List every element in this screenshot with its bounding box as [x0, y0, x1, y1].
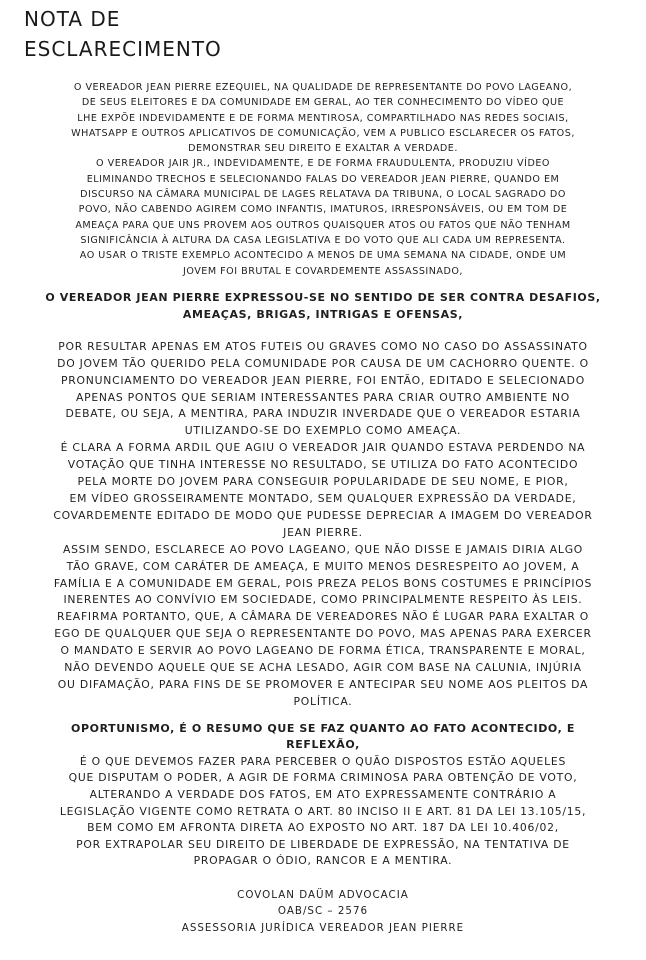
text-line: REFLEXÃO, — [286, 738, 360, 752]
paragraph-1 — [14, 80, 632, 279]
text-line: JEAN PIERRE. — [283, 525, 363, 539]
text-line: DISCURSO NA CÂMARA MUNICIPAL DE LAGES RELATAVA DA TRIBUNA, O LOCAL SAGRADO DO — [80, 189, 566, 201]
text-line: POLÍTICA. — [293, 694, 353, 708]
text-line: TÃO GRAVE, COM CARÁTER DE AMEAÇA, E MUITO MENOS DESRESPEITO AO JOVEM, A — [66, 559, 580, 573]
title-line: NOTA DE — [24, 7, 121, 31]
text-line: COVARDEMENTE EDITADO DE MODO QUE PUDESSE DEPRECIAR A IMAGEM DO VEREADOR — [53, 508, 593, 522]
text-line: ASSIM SENDO, ESCLARECE AO POVO LAGEANO, QUE NÃO DISSE E JAMAIS DIRIA ALGO — [62, 542, 584, 556]
text-line: ELIMINANDO TRECHOS E SELECIONANDO FALAS DO VEREADOR JEAN PIERRE, QUANDO EM — [86, 173, 560, 185]
text-line: É CLARA A FORMA ARDIL QUE AGIU O VEREADOR JAIR QUANDO ESTAVA PERDENDO NA — [60, 441, 586, 455]
heading-1 — [14, 289, 632, 323]
text-line: É O QUE DEVEMOS FAZER PARA PERCEBER O QUÃO DISPOSTOS ESTÃO AQUELES — [79, 754, 567, 768]
paragraph-2 — [14, 339, 632, 711]
heading-2 — [14, 721, 632, 754]
text-line: LHE EXPÕE INDEVIDAMENTE E DE FORMA MENTIROSA, COMPARTILHADO NAS REDES SOCIAIS, — [77, 112, 569, 124]
text-line: ALTERANDO A VERDADE DOS FATOS, EM ATO EXPRESSAMENTE CONTRÁRIO A — [89, 787, 557, 801]
text-line: OU DIFAMAÇÃO, PARA FINS DE SE PROMOVER E ANTECIPAR SEU NOME AOS PLEITOS DA — [57, 677, 589, 691]
document-title — [24, 4, 222, 64]
text-line: JOVEM FOI BRUTAL E COVARDEMENTE ASSASSINADO, — [183, 265, 463, 277]
text-line: EM VÍDEO GROSSEIRAMENTE MONTADO, SEM QUALQUER EXPRESSÃO DA VERDADE, — [69, 492, 577, 506]
text-line: O VEREADOR JEAN PIERRE EXPRESSOU-SE NO SENTIDO DE SER CONTRA DESAFIOS, — [45, 290, 601, 304]
document-body — [14, 80, 632, 936]
text-line: COVOLAN DAÜM ADVOCACIA — [237, 888, 409, 901]
text-line: NÃO DEVENDO AQUELE QUE SE ACHA LESADO, AGIR COM BASE NA CALUNIA, INJÚRIA — [64, 661, 582, 675]
paragraph-3 — [14, 754, 632, 870]
text-line: WHATSAPP E OUTROS APLICATIVOS DE COMUNICAÇÃO, VEM A PUBLICO ESCLARECER OS FATOS, — [71, 127, 575, 139]
text-line: DEBATE, OU SEJA, A MENTIRA, PARA INDUZIR INVERDADE QUE O VEREADOR ESTARIA — [65, 407, 581, 421]
text-line: DE SEUS ELEITORES E DA COMUNIDADE EM GERAL, AO TER CONHECIMENTO DO VÍDEO QUE — [81, 97, 565, 109]
text-line: PELA MORTE DO JOVEM PARA CONSEGUIR POPULARIDADE DE SEU NOME, E PIOR, — [77, 475, 569, 489]
text-line: OAB/SC – 2576 — [277, 905, 369, 918]
text-line: BEM COMO EM AFRONTA DIRETA AO EXPOSTO NO ART. 187 DA LEI 10.406/02, — [87, 821, 559, 835]
text-line: AMEAÇA PARA QUE UNS PROVEM AOS OUTROS QUAISQUER ATOS OU FATOS QUE NÃO TENHAM — [75, 219, 571, 231]
text-line: DEMONSTRAR SEU DIREITO E EXALTAR A VERDADE. — [188, 143, 458, 155]
text-line: INERENTES AO CONVÍVIO EM SOCIEDADE, COMO PRINCIPALMENTE RESPEITO ÀS LEIS. — [63, 593, 583, 607]
text-line: POVO, NÃO CABENDO AGIREM COMO INFANTIS, IMATUROS, IRRESPONSÁVEIS, OU EM TOM DE — [78, 204, 568, 216]
text-line: VOTAÇÃO QUE TINHA INTERESSE NO RESULTADO, SE UTILIZA DO FATO ACONTECIDO — [67, 458, 579, 472]
text-line: PRONUNCIAMENTO DO VEREADOR JEAN PIERRE, FOI ENTÃO, EDITADO E SELECIONADO — [61, 373, 585, 387]
text-line: DO JOVEM TÃO QUERIDO PELA COMUNIDADE POR CAUSA DE UM CACHORRO QUENTE. O — [57, 356, 589, 370]
text-line: O MANDATO E SERVIR AO POVO LAGEANO DE FORMA ÉTICA, TRANSPARENTE E MORAL, — [60, 644, 586, 658]
text-line: OPORTUNISMO, É O RESUMO QUE SE FAZ QUANTO AO FATO ACONTECIDO, E — [71, 721, 575, 735]
text-line: POR EXTRAPOLAR SEU DIREITO DE LIBERDADE DE EXPRESSÃO, NA TENTATIVA DE — [76, 837, 570, 851]
text-line: AMEAÇAS, BRIGAS, INTRIGAS E OFENSAS, — [182, 307, 464, 321]
text-line: O VEREADOR JEAN PIERRE EZEQUIEL, NA QUALIDADE DE REPRESENTANTE DO POVO LAGEANO, — [73, 82, 573, 93]
text-line: PROPAGAR O ÓDIO, RANCOR E A MENTIRA. — [193, 854, 453, 868]
text-line: O VEREADOR JAIR JR., INDEVIDAMENTE, E DE FORMA FRAUDULENTA, PRODUZIU VÍDEO — [96, 158, 550, 170]
text-line: ASSESSORIA JURÍDICA VEREADOR JEAN PIERRE — [181, 921, 465, 934]
text-line: REAFIRMA PORTANTO, QUE, A CÂMARA DE VEREADORES NÃO É LUGAR PARA EXALTAR O — [56, 610, 590, 624]
signature-block — [14, 887, 632, 936]
text-line: POR RESULTAR APENAS EM ATOS FUTEIS OU GRAVES COMO NO CASO DO ASSASSINATO — [58, 339, 588, 353]
text-line: SIGNIFICÂNCIA À ALTURA DA CASA LEGISLATIVA E DO VOTO QUE ALI CADA UM REPRESENTA. — [80, 234, 566, 246]
text-line: AO USAR O TRISTE EXEMPLO ACONTECIDO A MENOS DE UMA SEMANA NA CIDADE, ONDE UM — [79, 250, 567, 262]
title-line: ESCLARECIMENTO — [24, 37, 222, 61]
text-line: UTILIZANDO-SE DO EXEMPLO COMO AMEAÇA. — [184, 424, 462, 438]
text-line: LEGISLAÇÃO VIGENTE COMO RETRATA O ART. 80 INCISO II E ART. 81 DA LEI 13.105/15, — [59, 804, 587, 818]
text-line: FAMÍLIA E A COMUNIDADE EM GERAL, POIS PREZA PELOS BONS COSTUMES E PRINCÍPIOS — [53, 576, 593, 590]
text-line: APENAS PONTOS QUE SERIAM INTERESSANTES PARA CRIAR OUTRO AMBIENTE NO — [75, 390, 571, 404]
text-line: EGO DE QUALQUER QUE SEJA O REPRESENTANTE DO POVO, MAS APENAS PARA EXERCER — [54, 627, 592, 641]
text-line: QUE DISPUTAM O PODER, A AGIR DE FORMA CRIMINOSA PARA OBTENÇÃO DE VOTO, — [68, 771, 578, 785]
